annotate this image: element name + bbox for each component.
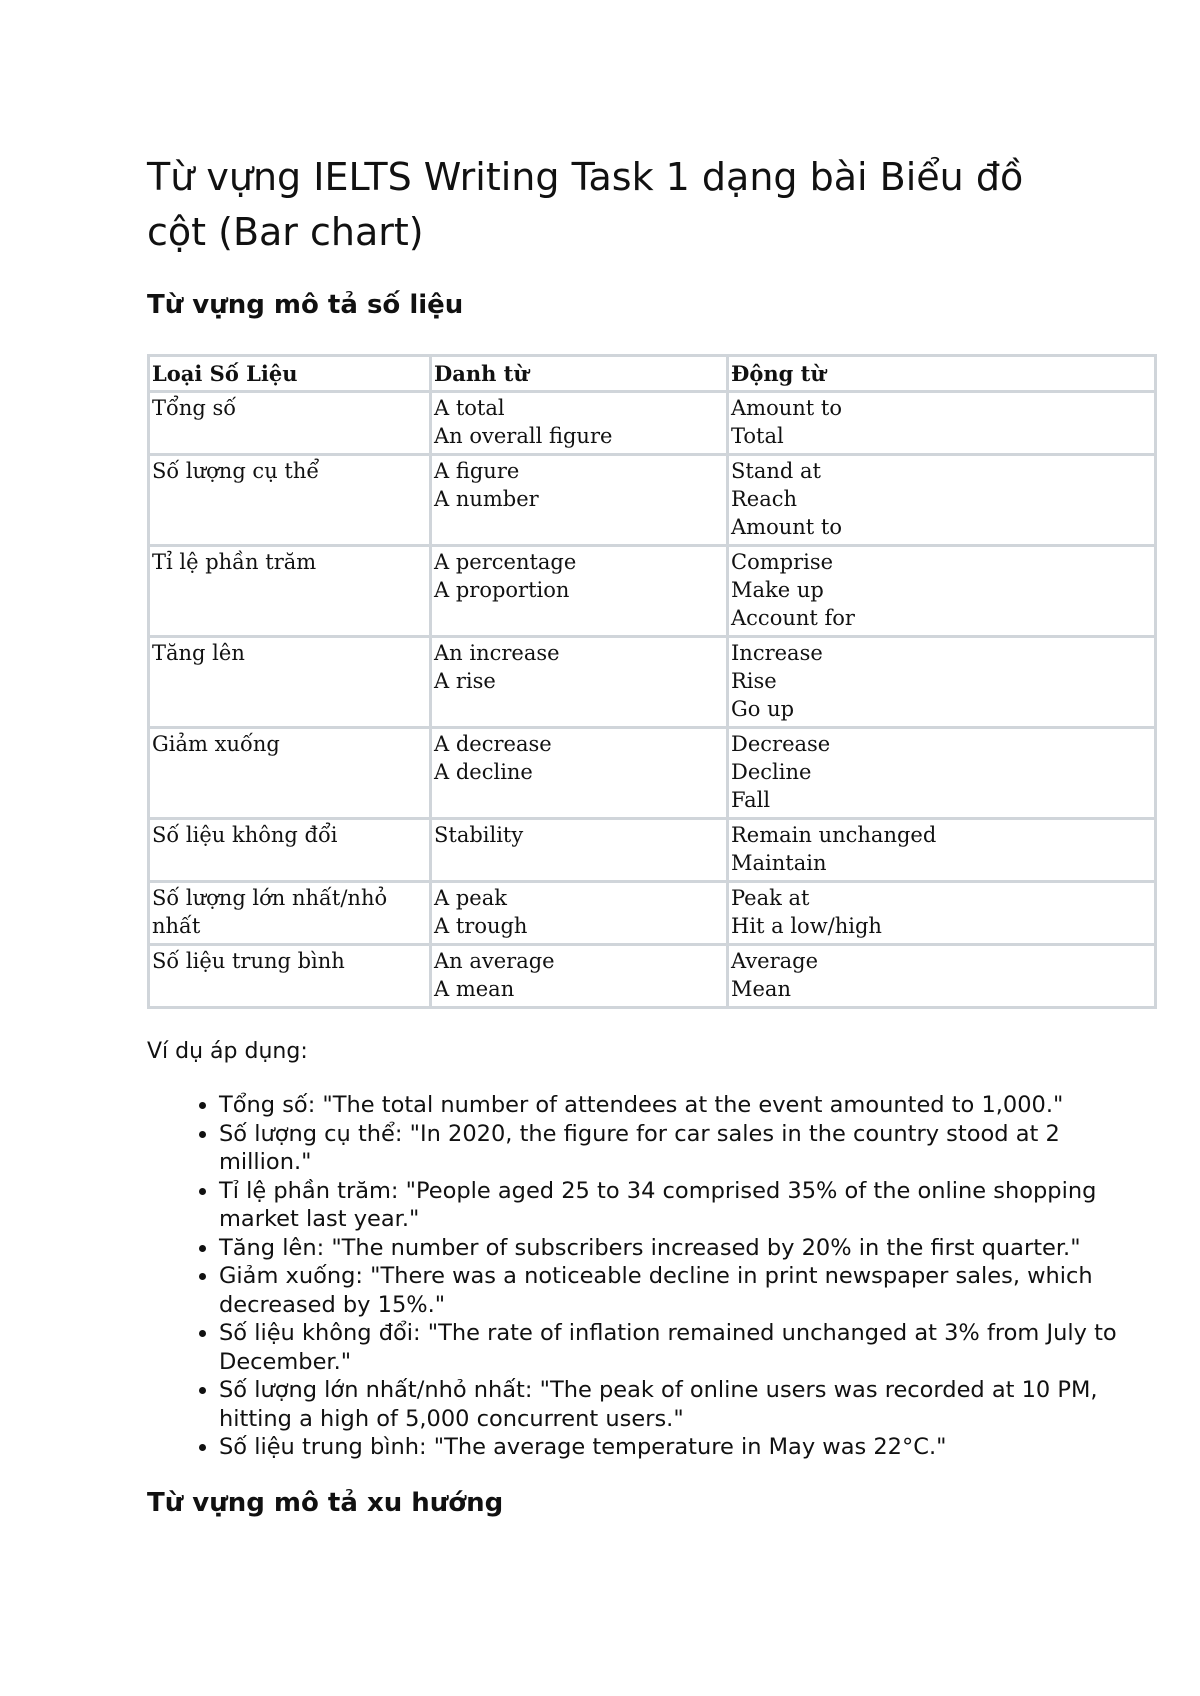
verb-line: Stand at	[731, 459, 821, 483]
noun-line: A figure	[434, 459, 520, 483]
noun-line: A total	[434, 396, 505, 420]
verb-line: Maintain	[731, 851, 827, 875]
verb-line: Reach	[731, 487, 798, 511]
table-row	[149, 945, 1156, 1008]
table-cell-type: Tỉ lệ phần trăm	[149, 546, 431, 637]
verb-line: Comprise	[731, 550, 834, 574]
verb-line: Average	[731, 949, 819, 973]
noun-line: A mean	[434, 977, 515, 1001]
verb-line: Mean	[731, 977, 791, 1001]
verb-line: Decline	[731, 760, 812, 784]
table-header-cell: Động từ	[728, 356, 1156, 392]
example-item: • Số lượng lớn nhất/nhỏ nhất: "The peak of online users was recorded at 10 PM, hitting a high of 5,000 concurrent users."	[219, 1376, 1137, 1433]
noun-line: A peak	[434, 886, 507, 910]
table-cell-nouns	[431, 392, 728, 455]
document-page	[147, 150, 1157, 1520]
verb-line: Remain unchanged	[731, 823, 937, 847]
example-item: • Số lượng cụ thể: "In 2020, the figure for car sales in the country stood at 2 million."	[219, 1120, 1137, 1177]
noun-line: An overall figure	[434, 424, 613, 448]
noun-line: An increase	[434, 641, 560, 665]
table-cell-nouns	[431, 728, 728, 819]
noun-line: A trough	[434, 914, 528, 938]
table-cell-verbs	[728, 392, 1156, 455]
example-item: • Số liệu trung bình: "The average temperature in May was 22°C."	[219, 1433, 1137, 1462]
section-heading-data-vocabulary: Từ vựng mô tả số liệu	[147, 290, 464, 320]
table-cell-type: Tăng lên	[149, 637, 431, 728]
noun-line: Stability	[434, 823, 524, 847]
noun-line: An average	[434, 949, 555, 973]
table-row	[149, 819, 1156, 882]
example-item: • Tỉ lệ phần trăm: "People aged 25 to 34 comprised 35% of the online shopping market last year."	[219, 1177, 1137, 1234]
section-heading-trend-vocabulary: Từ vựng mô tả xu hướng	[147, 1487, 504, 1518]
verb-line: Hit a low/high	[731, 914, 882, 938]
table-cell-nouns	[431, 882, 728, 945]
table-cell-verbs	[728, 882, 1156, 945]
table-cell-verbs	[728, 546, 1156, 637]
example-item: • Tổng số: "The total number of attendees at the event amounted to 1,000."	[219, 1091, 1137, 1120]
noun-line: A proportion	[434, 578, 570, 602]
verb-line: Peak at	[731, 886, 810, 910]
noun-line: A percentage	[434, 550, 577, 574]
table-cell-nouns	[431, 637, 728, 728]
noun-line: A decrease	[434, 732, 552, 756]
examples-label: Ví dụ áp dụng:	[147, 1039, 308, 1064]
verb-line: Total	[731, 424, 784, 448]
table-cell-type: Tổng số	[149, 392, 431, 455]
verb-line: Decrease	[731, 732, 831, 756]
table-header-cell: Danh từ	[431, 356, 728, 392]
table-row	[149, 546, 1156, 637]
table-header-row	[149, 356, 1156, 392]
table-header-cell: Loại Số Liệu	[149, 356, 431, 392]
table-body	[149, 392, 1156, 1008]
table-cell-nouns	[431, 455, 728, 546]
verb-line: Increase	[731, 641, 823, 665]
verb-line: Account for	[731, 606, 855, 630]
table-row	[149, 392, 1156, 455]
example-item: • Giảm xuống: "There was a noticeable decline in print newspaper sales, which decreased by 15%."	[219, 1262, 1137, 1319]
table-cell-type: Số liệu trung bình	[149, 945, 431, 1008]
verb-line: Go up	[731, 697, 795, 721]
vocabulary-table	[147, 354, 1157, 1009]
table-cell-nouns	[431, 819, 728, 882]
table-row	[149, 728, 1156, 819]
table-cell-type: Số lượng cụ thể	[149, 455, 431, 546]
noun-line: A decline	[434, 760, 533, 784]
table-cell-verbs	[728, 455, 1156, 546]
table-cell-verbs	[728, 728, 1156, 819]
verb-line: Amount to	[731, 515, 842, 539]
example-item: • Tăng lên: "The number of subscribers increased by 20% in the first quarter."	[219, 1234, 1137, 1263]
table-cell-type: Giảm xuống	[149, 728, 431, 819]
table-cell-verbs	[728, 945, 1156, 1008]
verb-line: Rise	[731, 669, 777, 693]
examples-list	[147, 1091, 1137, 1462]
table-row	[149, 882, 1156, 945]
verb-line: Fall	[731, 788, 771, 812]
table-cell-type: Số lượng lớn nhất/nhỏ nhất	[149, 882, 431, 945]
noun-line: A number	[434, 487, 539, 511]
verb-line: Amount to	[731, 396, 842, 420]
table-cell-nouns	[431, 945, 728, 1008]
noun-line: A rise	[434, 669, 496, 693]
table-cell-verbs	[728, 819, 1156, 882]
table-cell-type: Số liệu không đổi	[149, 819, 431, 882]
table-row	[149, 455, 1156, 546]
verb-line: Make up	[731, 578, 824, 602]
table-row	[149, 637, 1156, 728]
page-title: Từ vựng IELTS Writing Task 1 dạng bài Biểu đồ cột (Bar chart)	[147, 155, 1024, 254]
table-cell-nouns	[431, 546, 728, 637]
example-item: • Số liệu không đổi: "The rate of inflation remained unchanged at 3% from July to December."	[219, 1319, 1137, 1376]
table-cell-verbs	[728, 637, 1156, 728]
